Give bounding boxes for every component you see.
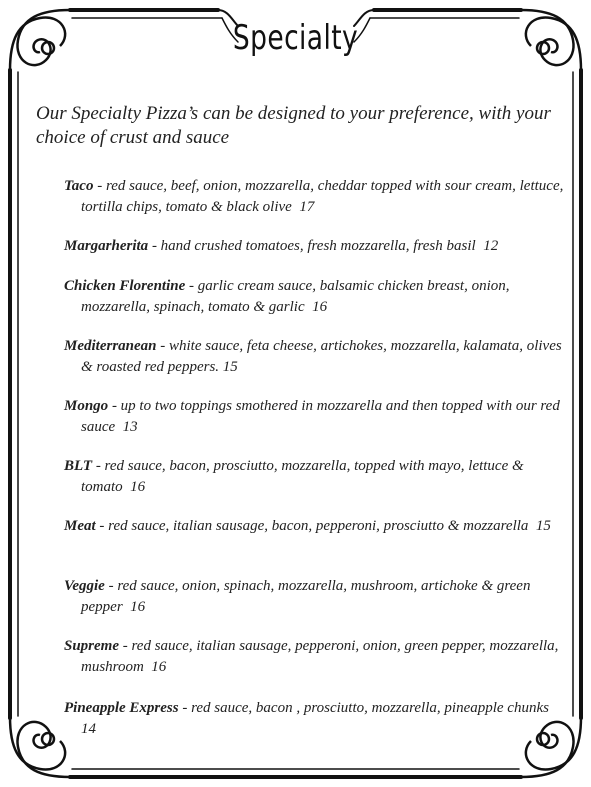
menu-item — [64, 576, 565, 618]
menu-item-price: 13 — [122, 419, 138, 435]
menu-item-price: 15 — [535, 518, 551, 534]
menu-item-name: Chicken Florentine — [64, 278, 186, 294]
menu-item-name: Taco — [64, 178, 94, 194]
menu-item — [64, 698, 565, 740]
menu-item-description: - red sauce, bacon , prosciutto, mozzarella, pineapple chunks — [178, 700, 549, 716]
menu-item-description: - red sauce, beef, onion, mozzarella, cheddar topped with sour cream, lettuce, tortilla chips, tomato & black olive — [81, 178, 564, 215]
menu-item-description: - white sauce, feta cheese, artichokes, mozzarella, kalamata, olives & roasted red peppers. — [81, 338, 562, 375]
corner-ornament-top-right — [521, 10, 581, 70]
menu-item — [64, 236, 565, 257]
menu-item-name: Mediterranean — [64, 338, 157, 354]
menu-item — [64, 276, 565, 318]
menu-item — [64, 456, 565, 498]
menu-item-description: - up to two toppings smothered in mozzarella and then topped with our red sauce — [81, 398, 560, 435]
menu-item-name: Supreme — [64, 638, 120, 654]
menu-item-description: - red sauce, italian sausage, bacon, pepperoni, prosciutto & mozzarella — [95, 518, 529, 534]
menu-item — [64, 516, 565, 537]
menu-item-price: 12 — [483, 238, 499, 254]
menu-item-description: - red sauce, onion, spinach, mozzarella, mushroom, artichoke & green pepper — [81, 578, 531, 615]
menu-item-price: 14 — [81, 721, 96, 737]
menu-item — [64, 336, 565, 378]
menu-item-price: 16 — [130, 479, 146, 495]
menu-item-name: BLT — [64, 458, 93, 474]
corner-ornament-top-left — [10, 10, 70, 70]
menu-item — [64, 176, 565, 218]
menu-item-description: - red sauce, italian sausage, pepperoni, onion, green pepper, mozzarella, mushroom — [81, 638, 559, 675]
menu-item-description: - garlic cream sauce, balsamic chicken breast, onion, mozzarella, spinach, tomato & garlic — [81, 278, 510, 315]
menu-item-price: 17 — [299, 199, 315, 215]
menu-item-name: Margarherita — [64, 238, 149, 254]
menu-item-description: - hand crushed tomatoes, fresh mozzarella, fresh basil — [148, 238, 476, 254]
menu-item-name: Meat — [64, 518, 96, 534]
menu-item-price: 15 — [222, 359, 238, 375]
menu-item — [64, 636, 565, 678]
menu-item-name: Mongo — [64, 398, 109, 414]
menu-item-price: 16 — [151, 659, 167, 675]
menu-item — [64, 396, 565, 438]
menu-item-price: 16 — [130, 599, 146, 615]
menu-item-name: Pineapple Express — [64, 700, 179, 716]
intro-text: Our Specialty Pizza’s can be designed to your preference, with your choice of crust and sauce — [36, 103, 551, 148]
menu-item-description: - red sauce, bacon, prosciutto, mozzarella, topped with mayo, lettuce & tomato — [81, 458, 524, 495]
corner-ornament-bottom-left — [10, 717, 70, 777]
page-title: Specialty — [232, 18, 359, 58]
menu-item-name: Veggie — [64, 578, 105, 594]
menu-item-price: 16 — [312, 299, 328, 315]
